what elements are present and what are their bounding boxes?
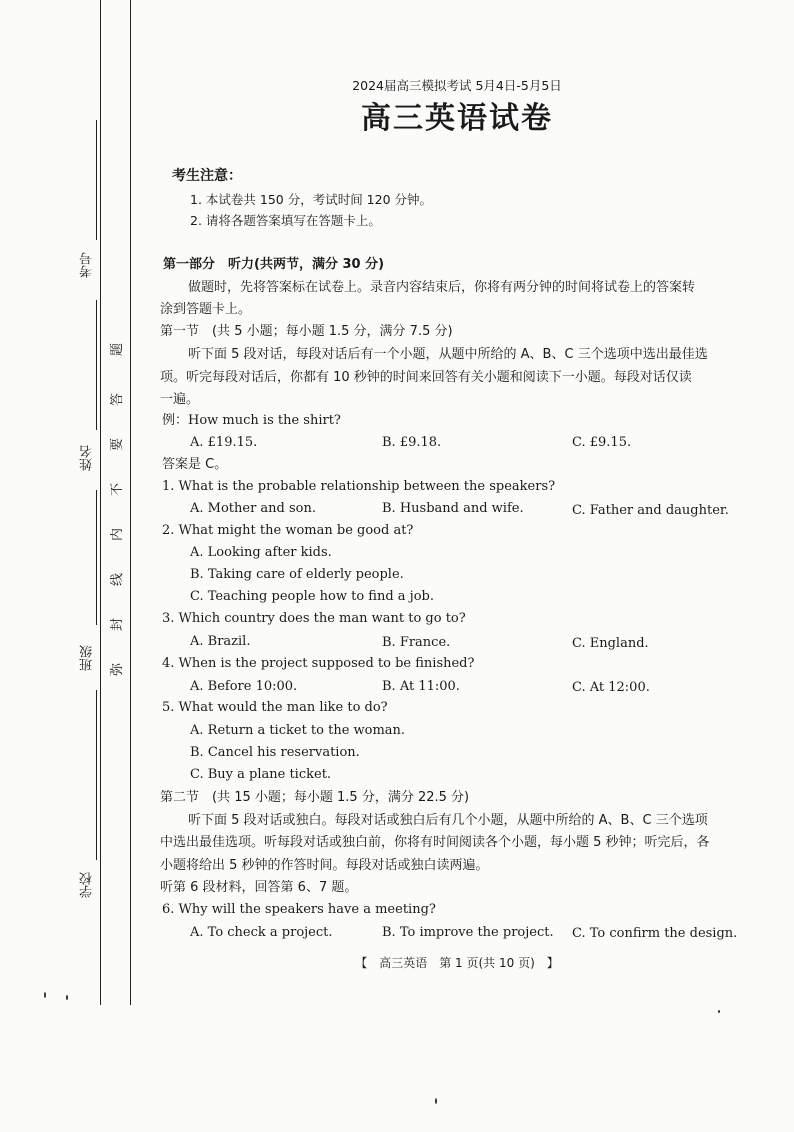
question-stem: 3. Which country does the man want to go to? xyxy=(162,611,466,626)
field-line-name xyxy=(96,300,97,430)
field-line-class xyxy=(96,490,97,625)
question-option: B. Cancel his reservation. xyxy=(190,745,360,760)
section1-intro-line: 项。听完每段对话后，你都有 10 秒钟的时间来回答有关小题和阅读下一小题。每段对话仅读 xyxy=(160,370,692,385)
question-option: A. To check a project. xyxy=(190,925,333,940)
exam-info: 2024届高三模拟考试 5月4日-5月5日 xyxy=(352,78,562,93)
question-option: C. Buy a plane ticket. xyxy=(190,767,332,782)
question-stem: 1. What is the probable relationship between the speakers? xyxy=(162,479,556,494)
section2-intro-line: 中选出最佳选项。听每段对话或独白前，你将有时间阅读各个小题，每小题 5 秒钟；听完后，各 xyxy=(160,835,710,850)
section2-heading: 第二节 (共 15 小题；每小题 1.5 分，满分 22.5 分) xyxy=(160,790,470,805)
section1-intro-line: 听下面 5 段对话，每段对话后有一个小题，从题中所给的 A、B、C 三个选项中选出最佳选 xyxy=(188,347,708,362)
section2-intro-line: 听下面 5 段对话或独白。每段对话或独白后有几个小题，从题中所给的 A、B、C 三个选项 xyxy=(188,813,708,828)
notice-title: 考生注意： xyxy=(172,168,242,184)
question-option: C. Teaching people how to find a job. xyxy=(190,589,434,604)
question-option: C. England. xyxy=(572,636,649,651)
page-title: 高三英语试卷 xyxy=(361,101,553,136)
question-option: A. Mother and son. xyxy=(190,501,317,516)
question-option: A. Return a ticket to the woman. xyxy=(190,723,406,738)
question-option: B. At 11:00. xyxy=(382,679,460,694)
question-stem: 4. When is the project supposed to be finished? xyxy=(162,656,475,671)
scan-speck xyxy=(44,992,46,998)
section1-intro-line: 一遍。 xyxy=(160,392,200,407)
question-option: A. Brazil. xyxy=(190,634,251,649)
example-option: B. £9.18. xyxy=(382,435,442,450)
section1-heading: 第一节 (共 5 小题；每小题 1.5 分，满分 7.5 分) xyxy=(160,324,453,339)
question-option: B. Taking care of elderly people. xyxy=(190,567,404,582)
question-option: B. Husband and wife. xyxy=(382,501,524,516)
section2-intro-line: 小题将给出 5 秒钟的作答时间。每段对话或独白读两遍。 xyxy=(160,858,489,873)
seal-char: 弥 xyxy=(110,662,126,677)
question-option: B. France. xyxy=(382,635,451,650)
example-question: 例：How much is the shirt? xyxy=(162,413,341,428)
question-option: C. To confirm the design. xyxy=(572,926,738,941)
material-instruction: 听第 6 段材料，回答第 6、7 题。 xyxy=(160,880,358,895)
seal-char: 内 xyxy=(110,527,126,542)
field-line-school xyxy=(96,690,97,860)
scan-speck xyxy=(718,1010,720,1013)
field-label-exam-number: 考号 xyxy=(80,252,95,278)
field-label-class: 班级 xyxy=(80,645,95,671)
scan-speck xyxy=(435,1098,437,1104)
question-option: C. Father and daughter. xyxy=(572,503,729,518)
part1-intro-line: 做题时，先将答案标在试卷上。录音内容结束后，你将有两分钟的时间将试卷上的答案转 xyxy=(188,280,696,295)
seal-char: 线 xyxy=(110,572,126,587)
example-option: A. £19.15. xyxy=(190,435,258,450)
example-option: C. £9.15. xyxy=(572,435,632,450)
binding-line-outer xyxy=(100,0,101,1005)
question-option: A. Looking after kids. xyxy=(190,545,332,560)
question-stem: 2. What might the woman be good at? xyxy=(162,523,414,538)
seal-char: 封 xyxy=(110,617,126,632)
question-option: C. At 12:00. xyxy=(572,680,650,695)
question-stem: 6. Why will the speakers have a meeting? xyxy=(162,902,436,917)
question-option: B. To improve the project. xyxy=(382,925,554,940)
seal-char: 不 xyxy=(110,482,126,497)
notice-item: 1. 本试卷共 150 分，考试时间 120 分钟。 xyxy=(190,192,433,207)
field-label-name: 姓名 xyxy=(80,445,95,471)
binding-line-inner xyxy=(130,0,131,1005)
question-option: A. Before 10:00. xyxy=(190,679,298,694)
page-footer: 【 高三英语 第 1 页(共 10 页) 】 xyxy=(355,956,559,970)
part1-intro-line: 涂到答题卡上。 xyxy=(160,302,252,317)
notice-item: 2. 请将各题答案填写在答题卡上。 xyxy=(190,213,381,228)
seal-char: 要 xyxy=(110,437,126,452)
field-line-exam-number xyxy=(96,120,97,240)
seal-char: 题 xyxy=(110,342,126,357)
part1-heading: 第一部分 听力(共两节，满分 30 分) xyxy=(163,257,385,272)
example-answer: 答案是 C。 xyxy=(162,457,228,472)
scan-speck xyxy=(66,995,68,1000)
field-label-school: 学校 xyxy=(80,872,95,898)
question-stem: 5. What would the man like to do? xyxy=(162,700,388,715)
seal-char: 答 xyxy=(110,392,126,407)
